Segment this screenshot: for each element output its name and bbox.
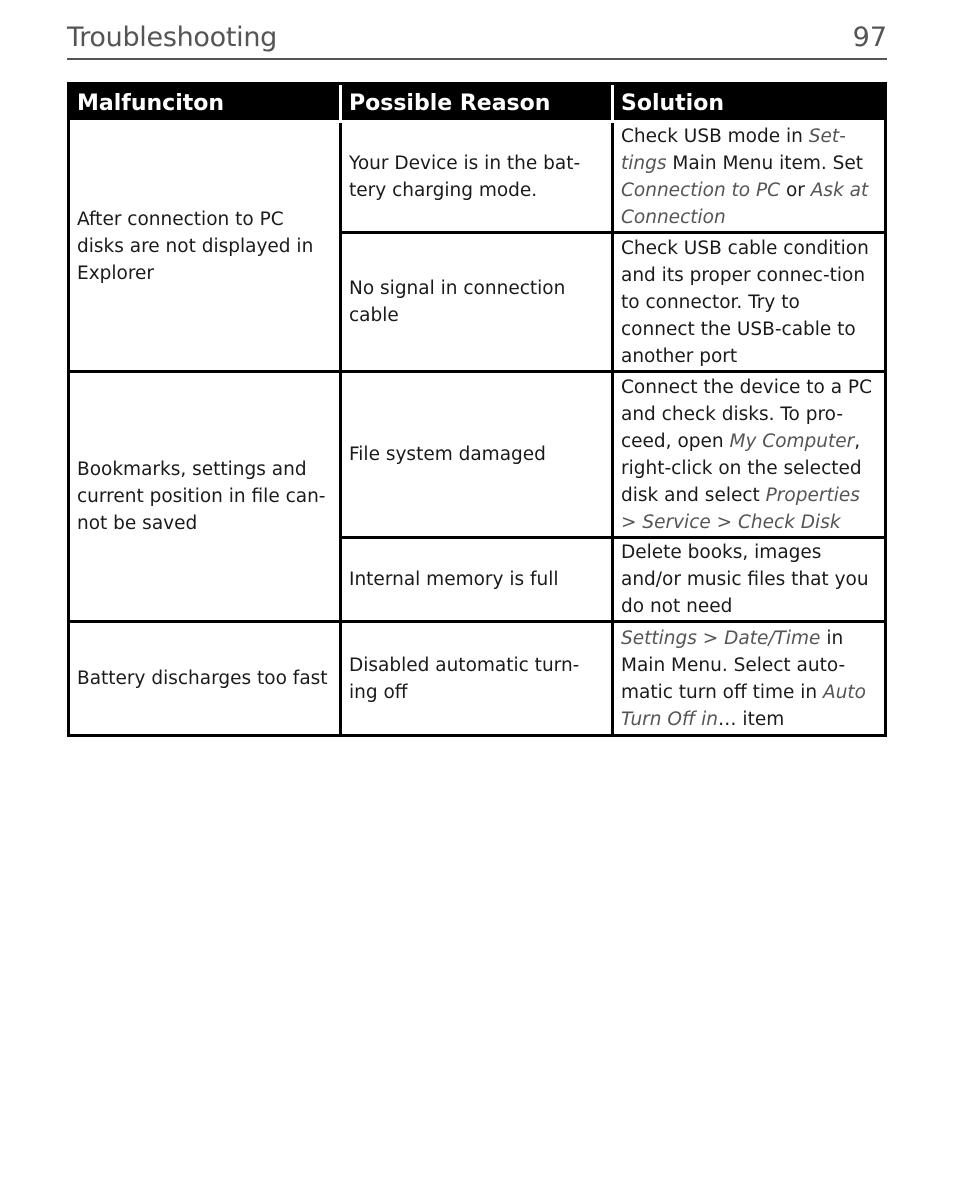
solution-cell: [614, 373, 884, 539]
solution-text: in Main Menu. Select auto-matic turn off time in: [621, 627, 846, 703]
solution-text: Check USB cable condition and its proper connec-tion to connector. Try to connect the USB-cable to another port: [621, 237, 869, 367]
solution-text: , right-click on the selected disk and select: [621, 430, 862, 506]
reason-cell: No signal in connection cable: [342, 234, 614, 373]
solution-text: Check USB mode in: [621, 126, 809, 147]
solution-cell: [614, 234, 884, 373]
solution-cell: [614, 623, 884, 734]
troubleshooting-table: [67, 82, 887, 737]
solution-cell: [614, 123, 884, 234]
page-header: [67, 22, 887, 60]
solution-italic-text: Properties > Service > Check Disk: [621, 484, 860, 533]
column-header-reason: Possible Reason: [342, 85, 614, 123]
page-number: 97: [852, 22, 887, 53]
table-row: [70, 373, 884, 539]
malfunction-cell: Battery discharges too fast: [70, 623, 342, 734]
solution-text: or: [780, 180, 811, 201]
solution-text: Delete books, images and/or music files that you do not need: [621, 542, 869, 617]
solution-italic-text: My Computer: [729, 430, 855, 452]
reason-cell: Your Device is in the bat-tery charging mode.: [342, 123, 614, 234]
column-header-solution: Solution: [614, 85, 884, 123]
malfunction-cell: Bookmarks, settings and current position in file can-not be saved: [70, 373, 342, 623]
solution-text: … item: [718, 708, 785, 730]
solution-italic-text: Set-tings: [621, 126, 846, 174]
solution-italic-text: Settings > Date/Time: [621, 627, 821, 649]
solution-italic-text: Auto Turn Off in: [621, 681, 866, 730]
table-header-row: [70, 85, 884, 123]
solution-cell: [614, 539, 884, 623]
solution-italic-text: Connection to PC: [621, 180, 781, 201]
malfunction-cell: After connection to PC disks are not displayed in Explorer: [70, 123, 342, 373]
solution-text: Main Menu item. Set: [666, 153, 864, 174]
reason-cell: Internal memory is full: [342, 539, 614, 623]
reason-cell: File system damaged: [342, 373, 614, 539]
solution-text: Connect the device to a PC and check disks. To pro-ceed, open: [621, 376, 873, 452]
solution-italic-text: Ask at Connection: [621, 180, 869, 228]
column-header-malfunction: Malfunciton: [70, 85, 342, 123]
reason-cell: Disabled automatic turn-ing off: [342, 623, 614, 734]
table-row: [70, 623, 884, 734]
page-title: Troubleshooting: [67, 22, 277, 53]
table-row: [70, 123, 884, 234]
